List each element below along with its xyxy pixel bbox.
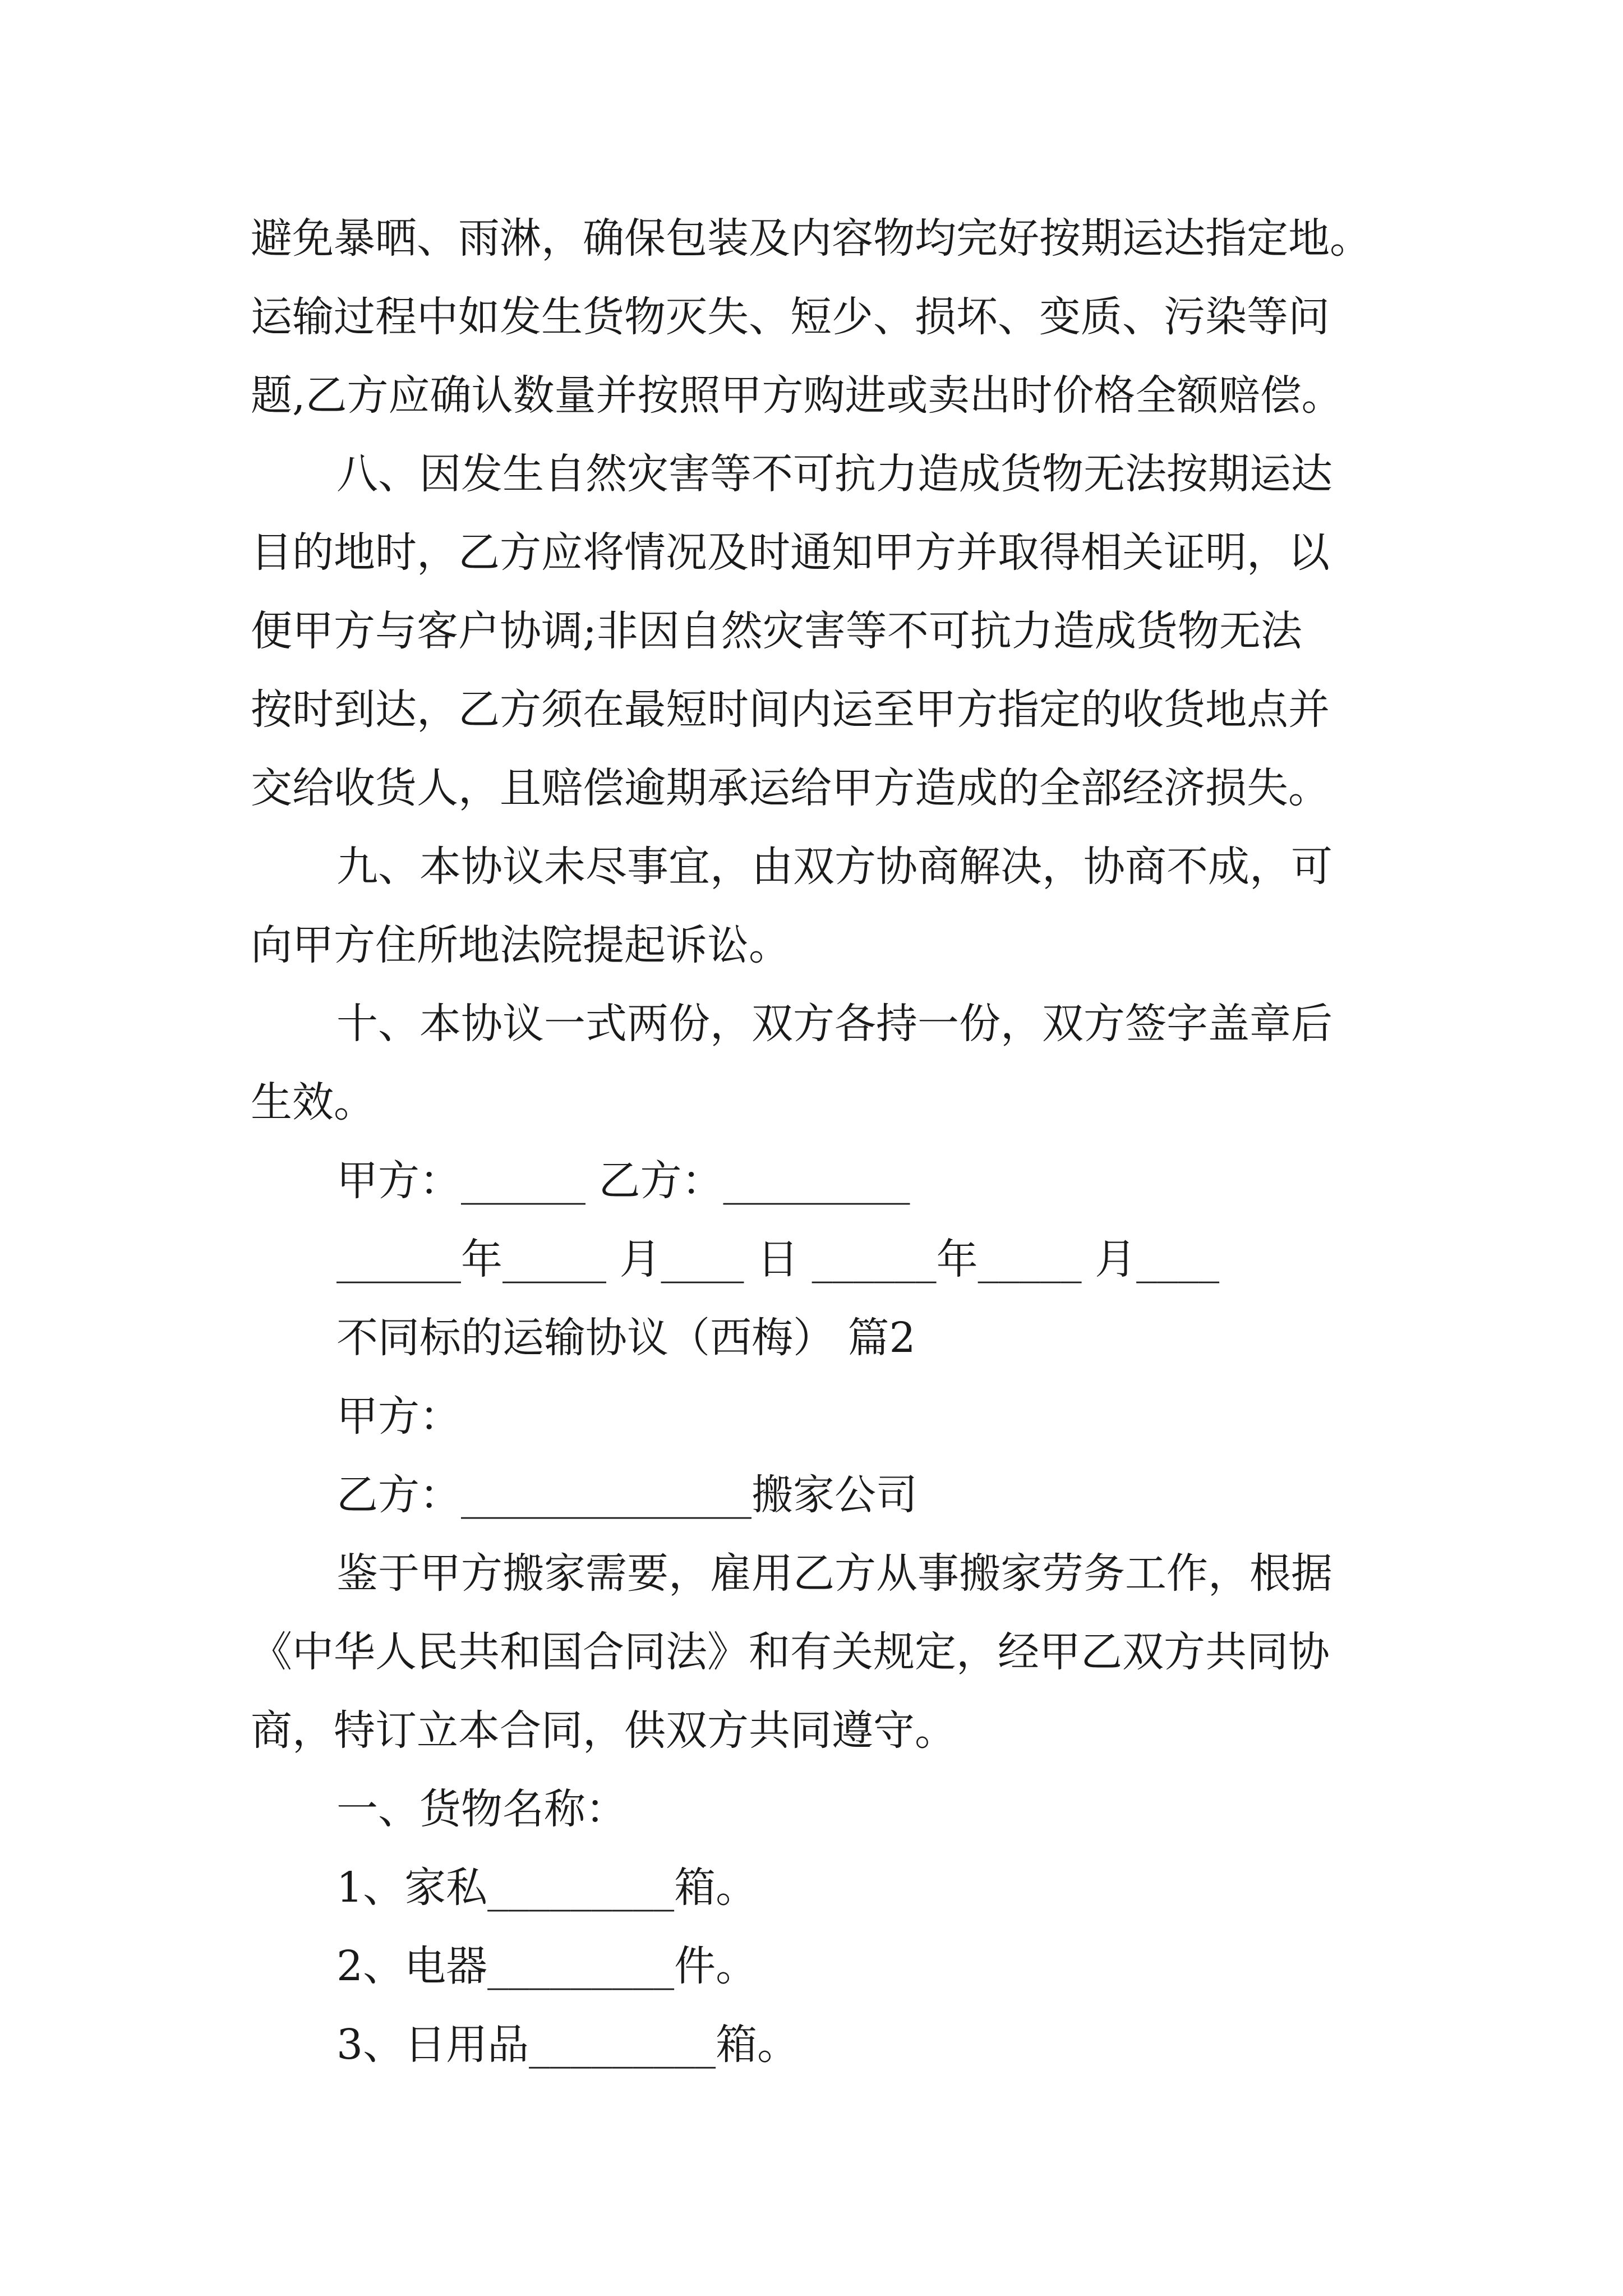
paragraph-line: 便甲方与客户协调;非因自然灾害等不可抗力造成货物无法 bbox=[251, 607, 1302, 655]
paragraph-line: 避免暴晒、雨淋，确保包装及内容物均完好按期运达指定地。 bbox=[251, 214, 1371, 263]
clause-10-line: 十、本协议一式两份，双方各持一份，双方签字盖章后 bbox=[336, 1000, 1332, 1048]
goods-item: 3、日用品_________箱。 bbox=[336, 2021, 799, 2069]
paragraph-line: 运输过程中如发生货物灭失、短少、损坏、变质、污染等问 bbox=[251, 293, 1330, 341]
party-b-line: 乙方：______________搬家公司 bbox=[336, 1471, 917, 1519]
signature-parties-line: 甲方：______ 乙方：_________ bbox=[336, 1157, 910, 1205]
paragraph-line: 题,乙方应确认数量并按照甲方购进或卖出时价格全额赔偿。 bbox=[251, 371, 1343, 420]
paragraph-line: 按时到达，乙方须在最短时间内运至甲方指定的收货地点并 bbox=[251, 685, 1330, 734]
paragraph-line: 交给收货人，且赔偿逾期承运给甲方造成的全部经济损失。 bbox=[251, 764, 1330, 812]
goods-heading: 一、货物名称： bbox=[336, 1785, 627, 1833]
paragraph-line: 商，特订立本合同，供双方共同遵守。 bbox=[251, 1706, 956, 1755]
signature-date-line: ______年_____ 月____ 日 ______年_____ 月____ bbox=[336, 1235, 1220, 1283]
paragraph-line: 目的地时，乙方应将情况及时通知甲方并取得相关证明，以 bbox=[251, 528, 1330, 577]
paragraph-line: 生效。 bbox=[251, 1078, 375, 1126]
clause-8-line: 八、因发生自然灾害等不可抗力造成货物无法按期运达 bbox=[336, 450, 1332, 498]
paragraph-line: 《中华人民共和国合同法》和有关规定，经甲乙双方共同协 bbox=[251, 1628, 1330, 1676]
paragraph-line: 向甲方住所地法院提起诉讼。 bbox=[251, 921, 790, 969]
party-a-line: 甲方： bbox=[336, 1392, 461, 1441]
section-title: 不同标的运输协议（西梅） 篇2 bbox=[336, 1314, 916, 1362]
clause-9-line: 九、本协议未尽事宜，由双方协商解决，协商不成，可 bbox=[336, 843, 1332, 891]
preamble-line: 鉴于甲方搬家需要，雇用乙方从事搬家劳务工作，根据 bbox=[336, 1549, 1332, 1598]
goods-item: 2、电器_________件。 bbox=[336, 1942, 758, 1990]
goods-item: 1、家私_________箱。 bbox=[336, 1864, 758, 1912]
